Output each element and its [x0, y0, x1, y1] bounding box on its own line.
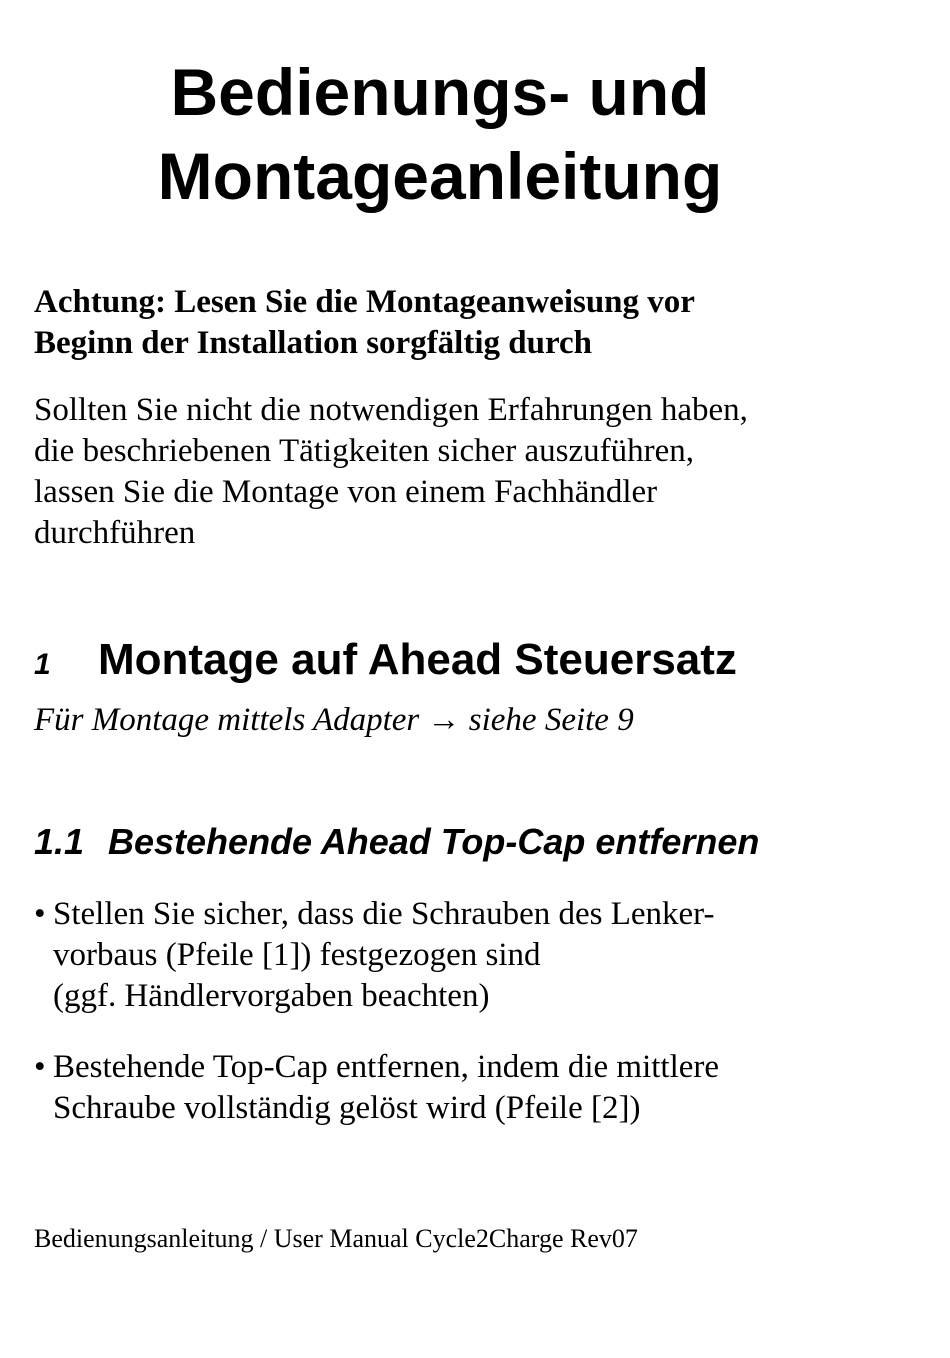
list-item-line: Stellen Sie sicher, dass die Schrauben des Lenker- [53, 896, 715, 932]
document-title-line-2: Montageanleitung [157, 139, 723, 213]
list-item [34, 1047, 914, 1129]
safety-warning-line-2: Beginn der Installation sorgfältig durch [34, 325, 593, 361]
intro-line: Sollten Sie nicht die notwendigen Erfahrungen haben, [34, 392, 748, 428]
cross-reference: Für Montage mittels Adapter → siehe Seite 9 [34, 702, 634, 738]
list-item-line: (ggf. Händlervorgaben beachten) [53, 978, 490, 1014]
intro-line: durchführen [34, 515, 196, 551]
page-footer: Bedienungsanleitung / User Manual Cycle2Charge Rev07 [34, 1224, 638, 1253]
list-item-line: Bestehende Top-Cap entfernen, indem die mittlere [53, 1049, 720, 1085]
intro-line: die beschriebenen Tätigkeiten sicher auszuführen, [34, 433, 695, 469]
intro-paragraph [34, 390, 914, 554]
list-item-text [53, 894, 914, 1017]
subsection-number: 1.1 [34, 821, 85, 862]
intro-line: lassen Sie die Montage von einem Fachhändler [34, 474, 658, 510]
bullet-marker: • [34, 1049, 46, 1085]
section-heading-1 [34, 632, 914, 693]
section-title: Montage auf Ahead Steuersatz [98, 635, 737, 684]
list-item-line: Schraube vollständig gelöst wird (Pfeile [2]) [53, 1090, 641, 1126]
bullet-marker: • [34, 896, 46, 932]
section-number: 1 [34, 648, 51, 681]
safety-warning [34, 282, 894, 364]
subsection-heading-1-1 [34, 818, 934, 866]
subsection-title: Bestehende Ahead Top-Cap entfernen [108, 821, 760, 862]
document-title [0, 50, 880, 218]
document-title-line-1: Bedienungs- und [170, 55, 710, 129]
list-item-text [53, 1047, 914, 1129]
list-item [34, 894, 914, 1017]
safety-warning-line-1: Achtung: Lesen Sie die Montageanweisung vor [34, 284, 695, 320]
list-item-line: vorbaus (Pfeile [1]) festgezogen sind [53, 937, 541, 973]
